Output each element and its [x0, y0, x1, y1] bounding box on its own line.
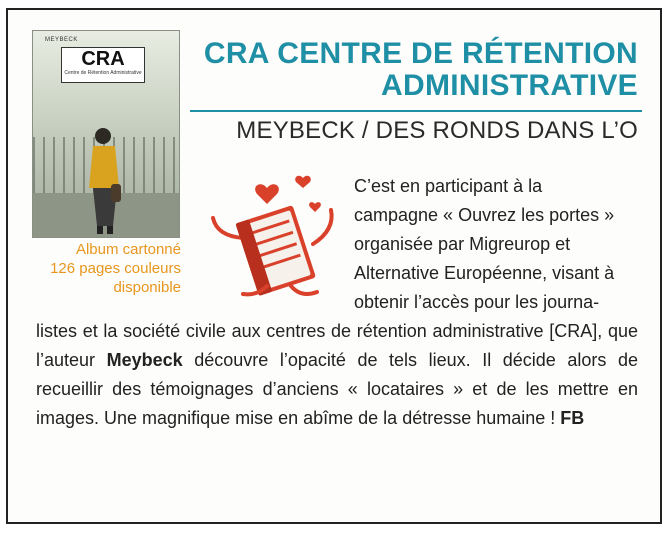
article-text-bottom: listes et la société civile aux centres de rétention administrative [CRA], que l’auteur Meybeck découvre l’opacité de tels lieux. Il décide alors de recueillir des témoignages d’anciens « locataires » et de les mettre en images. Une magnifique mise en abîme de la détresse humaine ! FB	[36, 321, 638, 428]
article-signature: FB	[560, 408, 585, 428]
cover-subtitle: Centre de Rétention Administrative	[64, 70, 142, 76]
cover-title-box	[61, 47, 145, 83]
cover-title: CRA	[81, 48, 125, 70]
author-publisher-line: MEYBECK / DES RONDS DANS L’O	[236, 117, 638, 144]
cover-publisher: MEYBECK	[45, 37, 78, 43]
book-mascot-icon	[205, 168, 345, 308]
title-divider	[190, 110, 642, 112]
cover-figure-illustration	[83, 126, 125, 236]
book-cover-image	[32, 30, 180, 238]
book-details-caption: Album cartonné 126 pages couleurs disponible	[50, 241, 181, 296]
article-title: CRA CENTRE DE RÉTENTION ADMINISTRATIVE	[203, 37, 638, 102]
author-name: Meybeck	[106, 350, 183, 370]
article-text-top: C’est en participant à la campagne « Ouvrez les portes » organisée par Migreurop et Alternative Européenne, visant à obtenir l’accès pour les journa-	[354, 176, 615, 312]
